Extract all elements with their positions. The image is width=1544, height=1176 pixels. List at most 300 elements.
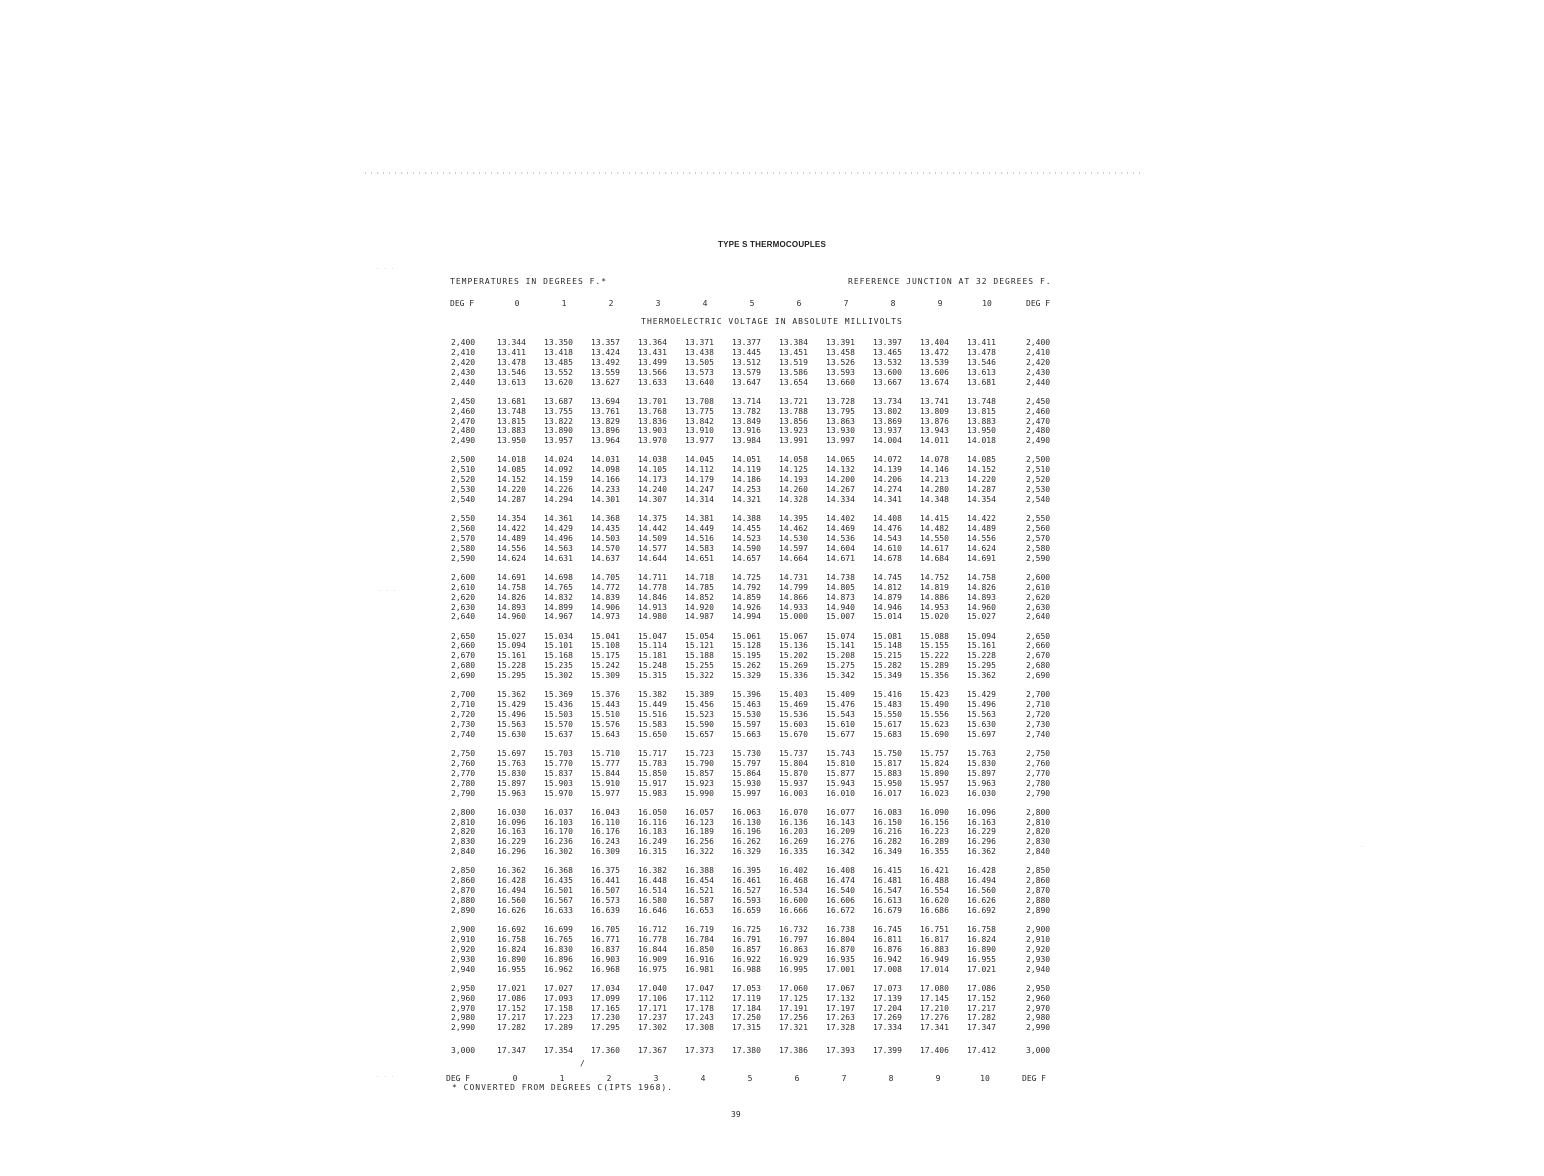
- voltage-cell: 13.822: [544, 416, 573, 426]
- voltage-cell: 16.633: [544, 905, 573, 915]
- temperature-cell: 2,720: [451, 710, 476, 719]
- voltage-cell: 16.156: [920, 817, 949, 827]
- temperature-cell-right: 2,810: [1026, 817, 1051, 827]
- voltage-cell: 14.455: [732, 524, 761, 533]
- voltage-cell: 13.505: [685, 357, 714, 367]
- voltage-cell: 16.382: [638, 866, 667, 876]
- table-row: [0, 965, 1544, 975]
- voltage-cell: 13.640: [685, 377, 714, 387]
- voltage-cell: 15.255: [685, 661, 714, 671]
- voltage-cell: 13.593: [826, 367, 855, 377]
- voltage-cell: 17.197: [826, 1003, 855, 1013]
- voltage-cell: 13.748: [967, 396, 996, 406]
- voltage-cell: 14.960: [967, 602, 996, 612]
- voltage-cell: 16.296: [967, 837, 996, 847]
- voltage-cell: 14.496: [544, 533, 573, 543]
- voltage-cell: 15.917: [638, 778, 667, 788]
- voltage-cell: 14.637: [591, 553, 620, 563]
- voltage-cell: 15.890: [920, 768, 949, 778]
- voltage-cell: 16.890: [497, 954, 526, 964]
- voltage-cell: 15.637: [544, 729, 573, 739]
- voltage-cell: 16.620: [920, 896, 949, 905]
- voltage-cell: 16.639: [591, 905, 620, 915]
- voltage-cell: 14.509: [638, 533, 667, 543]
- voltage-cell: 17.250: [732, 1013, 761, 1023]
- voltage-cell: 14.926: [732, 602, 761, 612]
- voltage-cell: 16.096: [967, 807, 996, 817]
- voltage-cell: 13.923: [779, 426, 808, 436]
- voltage-cell: 17.008: [873, 964, 902, 974]
- voltage-cell: 17.158: [544, 1003, 573, 1013]
- voltage-cell: 13.492: [591, 357, 620, 367]
- voltage-cell: 16.209: [826, 827, 855, 837]
- temperature-cell-right: 2,510: [1026, 465, 1051, 475]
- voltage-cell: 17.406: [920, 1046, 949, 1056]
- voltage-cell: 15.136: [779, 641, 808, 651]
- voltage-cell: 13.869: [873, 416, 902, 426]
- voltage-cell: 14.812: [873, 582, 902, 592]
- table-row: [0, 866, 1544, 876]
- voltage-cell: 15.957: [920, 778, 949, 788]
- temperature-cell-right: 2,820: [1026, 827, 1051, 837]
- voltage-cell: 14.125: [779, 465, 808, 475]
- voltage-cell: 13.654: [779, 377, 808, 387]
- table-row: [0, 524, 1544, 534]
- voltage-cell: 13.519: [779, 357, 808, 367]
- voltage-cell: 17.184: [732, 1003, 761, 1013]
- voltage-cell: 16.955: [497, 964, 526, 974]
- voltage-cell: 15.617: [873, 719, 902, 729]
- voltage-cell: 17.027: [544, 983, 573, 993]
- voltage-cell: 16.474: [826, 876, 855, 886]
- voltage-cell: 15.094: [497, 641, 526, 651]
- table-row: [0, 759, 1544, 769]
- temperature-cell-right: 2,630: [1026, 602, 1051, 612]
- voltage-cell: 14.805: [826, 582, 855, 592]
- voltage-cell: 14.233: [591, 485, 620, 495]
- voltage-cell: 15.877: [826, 768, 855, 778]
- voltage-cell: 13.701: [638, 396, 667, 406]
- voltage-cell: 13.950: [967, 426, 996, 436]
- voltage-cell: 13.579: [732, 367, 761, 377]
- voltage-cell: 13.424: [591, 347, 620, 357]
- voltage-cell: 16.183: [638, 827, 667, 837]
- voltage-cell: 16.335: [779, 847, 808, 857]
- temperature-cell: 2,590: [451, 553, 476, 563]
- temperature-cell: 2,920: [451, 944, 476, 954]
- voltage-cell: 15.349: [873, 671, 902, 681]
- temperature-cell: 2,890: [451, 905, 476, 915]
- temperature-cell: 2,700: [451, 690, 476, 700]
- voltage-cell: 16.804: [826, 934, 855, 944]
- voltage-cell: 15.429: [497, 700, 526, 710]
- temperature-cell: 2,760: [451, 758, 476, 768]
- voltage-cell: 14.354: [497, 514, 526, 524]
- temperature-cell-right: 2,760: [1026, 758, 1051, 768]
- voltage-cell: 15.983: [638, 788, 667, 798]
- voltage-cell: 15.630: [497, 729, 526, 739]
- voltage-cell: 15.590: [685, 719, 714, 729]
- voltage-cell: 16.249: [638, 837, 667, 847]
- temperature-cell-right: 2,710: [1026, 700, 1051, 710]
- voltage-cell: 15.903: [544, 778, 573, 788]
- voltage-cell: 16.077: [826, 807, 855, 817]
- voltage-cell: 14.604: [826, 543, 855, 553]
- voltage-cell: 14.563: [544, 543, 573, 553]
- voltage-cell: 14.200: [826, 475, 855, 485]
- voltage-cell: 15.830: [497, 768, 526, 778]
- voltage-cell: 16.368: [544, 866, 573, 876]
- temperature-cell-right: 2,910: [1026, 934, 1051, 944]
- voltage-cell: 13.559: [591, 367, 620, 377]
- voltage-cell: 13.377: [732, 338, 761, 347]
- voltage-cell: 16.811: [873, 934, 902, 944]
- voltage-cell: 13.451: [779, 347, 808, 357]
- voltage-cell: 14.280: [920, 485, 949, 495]
- voltage-cell: 15.322: [685, 671, 714, 681]
- voltage-cell: 13.350: [544, 338, 573, 347]
- voltage-cell: 16.083: [873, 807, 902, 817]
- voltage-cell: 13.499: [638, 357, 667, 367]
- voltage-cell: 17.282: [497, 1023, 526, 1033]
- voltage-cell: 13.391: [826, 338, 855, 347]
- column-header-5: 5: [747, 1074, 753, 1083]
- temperature-cell-right: 2,590: [1026, 553, 1051, 563]
- voltage-cell: 13.903: [638, 426, 667, 436]
- voltage-cell: 17.093: [544, 993, 573, 1003]
- voltage-cell: 16.857: [732, 944, 761, 954]
- voltage-cell: 15.496: [967, 700, 996, 710]
- temperature-cell-right: 2,680: [1026, 661, 1051, 671]
- column-header-6: 6: [794, 1074, 800, 1083]
- voltage-cell: 16.692: [497, 925, 526, 934]
- column-header-1: 1: [561, 299, 567, 308]
- voltage-cell: 16.587: [685, 896, 714, 905]
- voltage-cell: 16.421: [920, 866, 949, 876]
- voltage-cell: 14.152: [497, 475, 526, 485]
- voltage-cell: 15.897: [497, 778, 526, 788]
- voltage-cell: 17.315: [732, 1023, 761, 1033]
- voltage-cell: 15.516: [638, 710, 667, 719]
- voltage-cell: 14.765: [544, 582, 573, 592]
- voltage-cell: 14.395: [779, 514, 808, 524]
- voltage-cell: 17.014: [920, 964, 949, 974]
- column-header-7: 7: [841, 1074, 847, 1083]
- voltage-cell: 16.494: [967, 876, 996, 886]
- voltage-cell: 15.315: [638, 671, 667, 681]
- table-row: [0, 338, 1544, 348]
- temperature-cell-right: 2,700: [1026, 690, 1051, 700]
- voltage-cell: 15.369: [544, 690, 573, 700]
- voltage-cell: 14.778: [638, 582, 667, 592]
- temperature-cell: 2,750: [451, 748, 476, 758]
- temperature-cell: 2,660: [451, 641, 476, 651]
- voltage-cell: 16.296: [497, 847, 526, 857]
- table-row: [0, 358, 1544, 368]
- voltage-cell: 17.295: [591, 1023, 620, 1033]
- voltage-cell: 17.080: [920, 983, 949, 993]
- temperature-cell-right: 2,840: [1026, 847, 1051, 857]
- voltage-cell: 14.024: [544, 455, 573, 465]
- table-row: [0, 641, 1544, 651]
- voltage-cell: 16.116: [638, 817, 667, 827]
- voltage-cell: 17.021: [967, 964, 996, 974]
- temperature-cell: 2,770: [451, 768, 476, 778]
- voltage-cell: 13.815: [967, 406, 996, 416]
- voltage-cell: 14.631: [544, 553, 573, 563]
- voltage-cell: 15.449: [638, 700, 667, 710]
- voltage-cell: 14.610: [873, 543, 902, 553]
- voltage-cell: 14.899: [544, 602, 573, 612]
- voltage-cell: 16.507: [591, 886, 620, 896]
- table-row: [0, 847, 1544, 857]
- voltage-cell: 15.222: [920, 651, 949, 661]
- voltage-cell: 16.955: [967, 954, 996, 964]
- voltage-cell: 16.751: [920, 925, 949, 934]
- voltage-cell: 13.741: [920, 396, 949, 406]
- column-header-10: 10: [982, 299, 992, 308]
- voltage-cell: 14.664: [779, 553, 808, 563]
- table-row: [0, 661, 1544, 671]
- temperature-cell-right: 2,660: [1026, 641, 1051, 651]
- voltage-cell: 14.011: [920, 436, 949, 446]
- voltage-cell: 14.826: [967, 582, 996, 592]
- temperature-cell-right: 2,550: [1026, 514, 1051, 524]
- voltage-cell: 16.705: [591, 925, 620, 934]
- voltage-cell: 16.942: [873, 954, 902, 964]
- voltage-cell: 17.171: [638, 1003, 667, 1013]
- temperature-cell-right: 2,930: [1026, 954, 1051, 964]
- voltage-cell: 17.360: [591, 1046, 620, 1056]
- voltage-cell: 16.454: [685, 876, 714, 886]
- temperature-cell-right: 2,780: [1026, 778, 1051, 788]
- voltage-cell: 13.930: [826, 426, 855, 436]
- voltage-cell: 15.088: [920, 631, 949, 641]
- voltage-cell: 13.997: [826, 436, 855, 446]
- voltage-cell: 14.146: [920, 465, 949, 475]
- voltage-cell: 15.242: [591, 661, 620, 671]
- temperature-cell-right: 2,520: [1026, 475, 1051, 485]
- table-row: [0, 994, 1544, 1004]
- voltage-cell: 13.876: [920, 416, 949, 426]
- temperature-cell: 2,810: [451, 817, 476, 827]
- voltage-cell: 15.054: [685, 631, 714, 641]
- voltage-cell: 15.597: [732, 719, 761, 729]
- temperature-cell: 2,960: [451, 993, 476, 1003]
- table-row: [0, 632, 1544, 642]
- voltage-cell: 14.435: [591, 524, 620, 533]
- temperature-cell-right: 2,670: [1026, 651, 1051, 661]
- voltage-cell: 14.516: [685, 533, 714, 543]
- voltage-cell: 17.289: [544, 1023, 573, 1033]
- voltage-cell: 14.967: [544, 612, 573, 622]
- voltage-cell: 13.674: [920, 377, 949, 387]
- voltage-cell: 13.815: [497, 416, 526, 426]
- voltage-cell: 17.165: [591, 1003, 620, 1013]
- temperature-cell: 2,550: [451, 514, 476, 524]
- temperature-cell-right: 2,900: [1026, 925, 1051, 934]
- voltage-cell: 15.235: [544, 661, 573, 671]
- temperature-cell: 2,640: [451, 612, 476, 622]
- voltage-cell: 14.698: [544, 572, 573, 582]
- table-row: [0, 417, 1544, 427]
- temperature-cell: 2,580: [451, 543, 476, 553]
- voltage-cell: 17.073: [873, 983, 902, 993]
- voltage-cell: 14.368: [591, 514, 620, 524]
- voltage-cell: 15.610: [826, 719, 855, 729]
- voltage-cell: 14.328: [779, 495, 808, 504]
- voltage-cell: 16.030: [967, 788, 996, 798]
- temperature-cell: 2,520: [451, 475, 476, 485]
- voltage-cell: 16.699: [544, 925, 573, 934]
- table-row: [0, 700, 1544, 710]
- voltage-cell: 14.260: [779, 485, 808, 495]
- voltage-cell: 14.946: [873, 602, 902, 612]
- voltage-cell: 17.204: [873, 1003, 902, 1013]
- table-row: [0, 544, 1544, 554]
- voltage-cell: 16.362: [497, 866, 526, 876]
- temperature-cell-right: 2,420: [1026, 357, 1051, 367]
- voltage-cell: 16.916: [685, 954, 714, 964]
- voltage-cell: 17.040: [638, 983, 667, 993]
- voltage-cell: 16.170: [544, 827, 573, 837]
- temperature-cell: 2,780: [451, 778, 476, 788]
- voltage-cell: 15.970: [544, 788, 573, 798]
- voltage-cell: 15.382: [638, 690, 667, 700]
- table-row: [0, 514, 1544, 524]
- voltage-cell: 13.384: [779, 338, 808, 347]
- voltage-cell: 13.606: [920, 367, 949, 377]
- table-row: [0, 690, 1544, 700]
- voltage-cell: 16.488: [920, 876, 949, 886]
- voltage-cell: 14.307: [638, 495, 667, 504]
- voltage-cell: 16.010: [826, 788, 855, 798]
- voltage-cell: 15.289: [920, 661, 949, 671]
- voltage-cell: 16.216: [873, 827, 902, 837]
- table-row: [0, 827, 1544, 837]
- voltage-cell: 14.173: [638, 475, 667, 485]
- table-row: [0, 603, 1544, 613]
- voltage-cell: 15.168: [544, 651, 573, 661]
- column-header-9: 9: [935, 1074, 941, 1083]
- voltage-cell: 16.995: [779, 964, 808, 974]
- voltage-cell: 16.824: [967, 934, 996, 944]
- table-row: [0, 935, 1544, 945]
- voltage-cell: 13.937: [873, 426, 902, 436]
- voltage-cell: 14.092: [544, 465, 573, 475]
- voltage-cell: 16.315: [638, 847, 667, 857]
- voltage-cell: 15.409: [826, 690, 855, 700]
- voltage-cell: 15.730: [732, 748, 761, 758]
- voltage-cell: 14.785: [685, 582, 714, 592]
- voltage-cell: 16.850: [685, 944, 714, 954]
- table-row: [0, 407, 1544, 417]
- table-row: [0, 455, 1544, 465]
- table-row: [0, 710, 1544, 720]
- voltage-cell: 14.166: [591, 475, 620, 485]
- voltage-cell: 16.883: [920, 944, 949, 954]
- voltage-cell: 13.627: [591, 377, 620, 387]
- voltage-cell: 14.415: [920, 514, 949, 524]
- voltage-cell: 16.870: [826, 944, 855, 954]
- voltage-cell: 15.850: [638, 768, 667, 778]
- voltage-cell: 17.393: [826, 1046, 855, 1056]
- voltage-cell: 16.547: [873, 886, 902, 896]
- voltage-cell: 15.329: [732, 671, 761, 681]
- voltage-cell: 13.748: [497, 406, 526, 416]
- voltage-cell: 16.461: [732, 876, 761, 886]
- voltage-cell: 13.943: [920, 426, 949, 436]
- temperature-cell-right: 2,430: [1026, 367, 1051, 377]
- voltage-cell: 14.321: [732, 495, 761, 504]
- voltage-cell: 16.514: [638, 886, 667, 896]
- voltage-cell: 15.000: [779, 612, 808, 622]
- temperature-cell: 3,000: [451, 1046, 476, 1056]
- voltage-cell: 14.859: [732, 592, 761, 602]
- voltage-cell: 14.469: [826, 524, 855, 533]
- voltage-cell: 13.478: [967, 347, 996, 357]
- voltage-cell: 15.870: [779, 768, 808, 778]
- voltage-cell: 16.929: [779, 954, 808, 964]
- temperature-cell: 2,670: [451, 651, 476, 661]
- voltage-cell: 16.322: [685, 847, 714, 857]
- voltage-cell: 15.717: [638, 748, 667, 758]
- voltage-cell: 15.202: [779, 651, 808, 661]
- voltage-cell: 14.684: [920, 553, 949, 563]
- voltage-cell: 13.681: [497, 396, 526, 406]
- voltage-cell: 13.755: [544, 406, 573, 416]
- voltage-cell: 15.963: [967, 778, 996, 788]
- temperature-cell-right: 2,950: [1026, 983, 1051, 993]
- table-row: [0, 671, 1544, 681]
- voltage-cell: 17.412: [967, 1046, 996, 1056]
- temperature-cell-right: 3,000: [1026, 1046, 1051, 1056]
- voltage-cell: 15.423: [920, 690, 949, 700]
- temperature-cell-right: 2,970: [1026, 1003, 1051, 1013]
- voltage-cell: 16.223: [920, 827, 949, 837]
- voltage-cell: 14.523: [732, 533, 761, 543]
- voltage-cell: 16.573: [591, 896, 620, 905]
- voltage-cell: 14.045: [685, 455, 714, 465]
- voltage-cell: 14.348: [920, 495, 949, 504]
- voltage-cell: 16.494: [497, 886, 526, 896]
- table-row: [0, 925, 1544, 935]
- temperature-cell-right: 2,880: [1026, 896, 1051, 905]
- voltage-cell: 13.849: [732, 416, 761, 426]
- voltage-cell: 13.404: [920, 338, 949, 347]
- temperature-cell: 2,440: [451, 377, 476, 387]
- voltage-cell: 16.758: [967, 925, 996, 934]
- voltage-cell: 17.125: [779, 993, 808, 1003]
- voltage-cell: 14.193: [779, 475, 808, 485]
- voltage-cell: 15.683: [873, 729, 902, 739]
- table-row: [0, 906, 1544, 916]
- voltage-cell: 16.527: [732, 886, 761, 896]
- voltage-cell: 13.357: [591, 338, 620, 347]
- voltage-cell: 16.626: [967, 896, 996, 905]
- voltage-cell: 17.276: [920, 1013, 949, 1023]
- voltage-cell: 14.402: [826, 514, 855, 524]
- column-header-6: 6: [796, 299, 802, 308]
- voltage-cell: 17.399: [873, 1046, 902, 1056]
- voltage-cell: 15.181: [638, 651, 667, 661]
- voltage-cell: 16.890: [967, 944, 996, 954]
- temperature-cell: 2,820: [451, 827, 476, 837]
- table-row: [0, 808, 1544, 818]
- voltage-cell: 16.256: [685, 837, 714, 847]
- voltage-cell: 14.429: [544, 524, 573, 533]
- voltage-cell: 14.058: [779, 455, 808, 465]
